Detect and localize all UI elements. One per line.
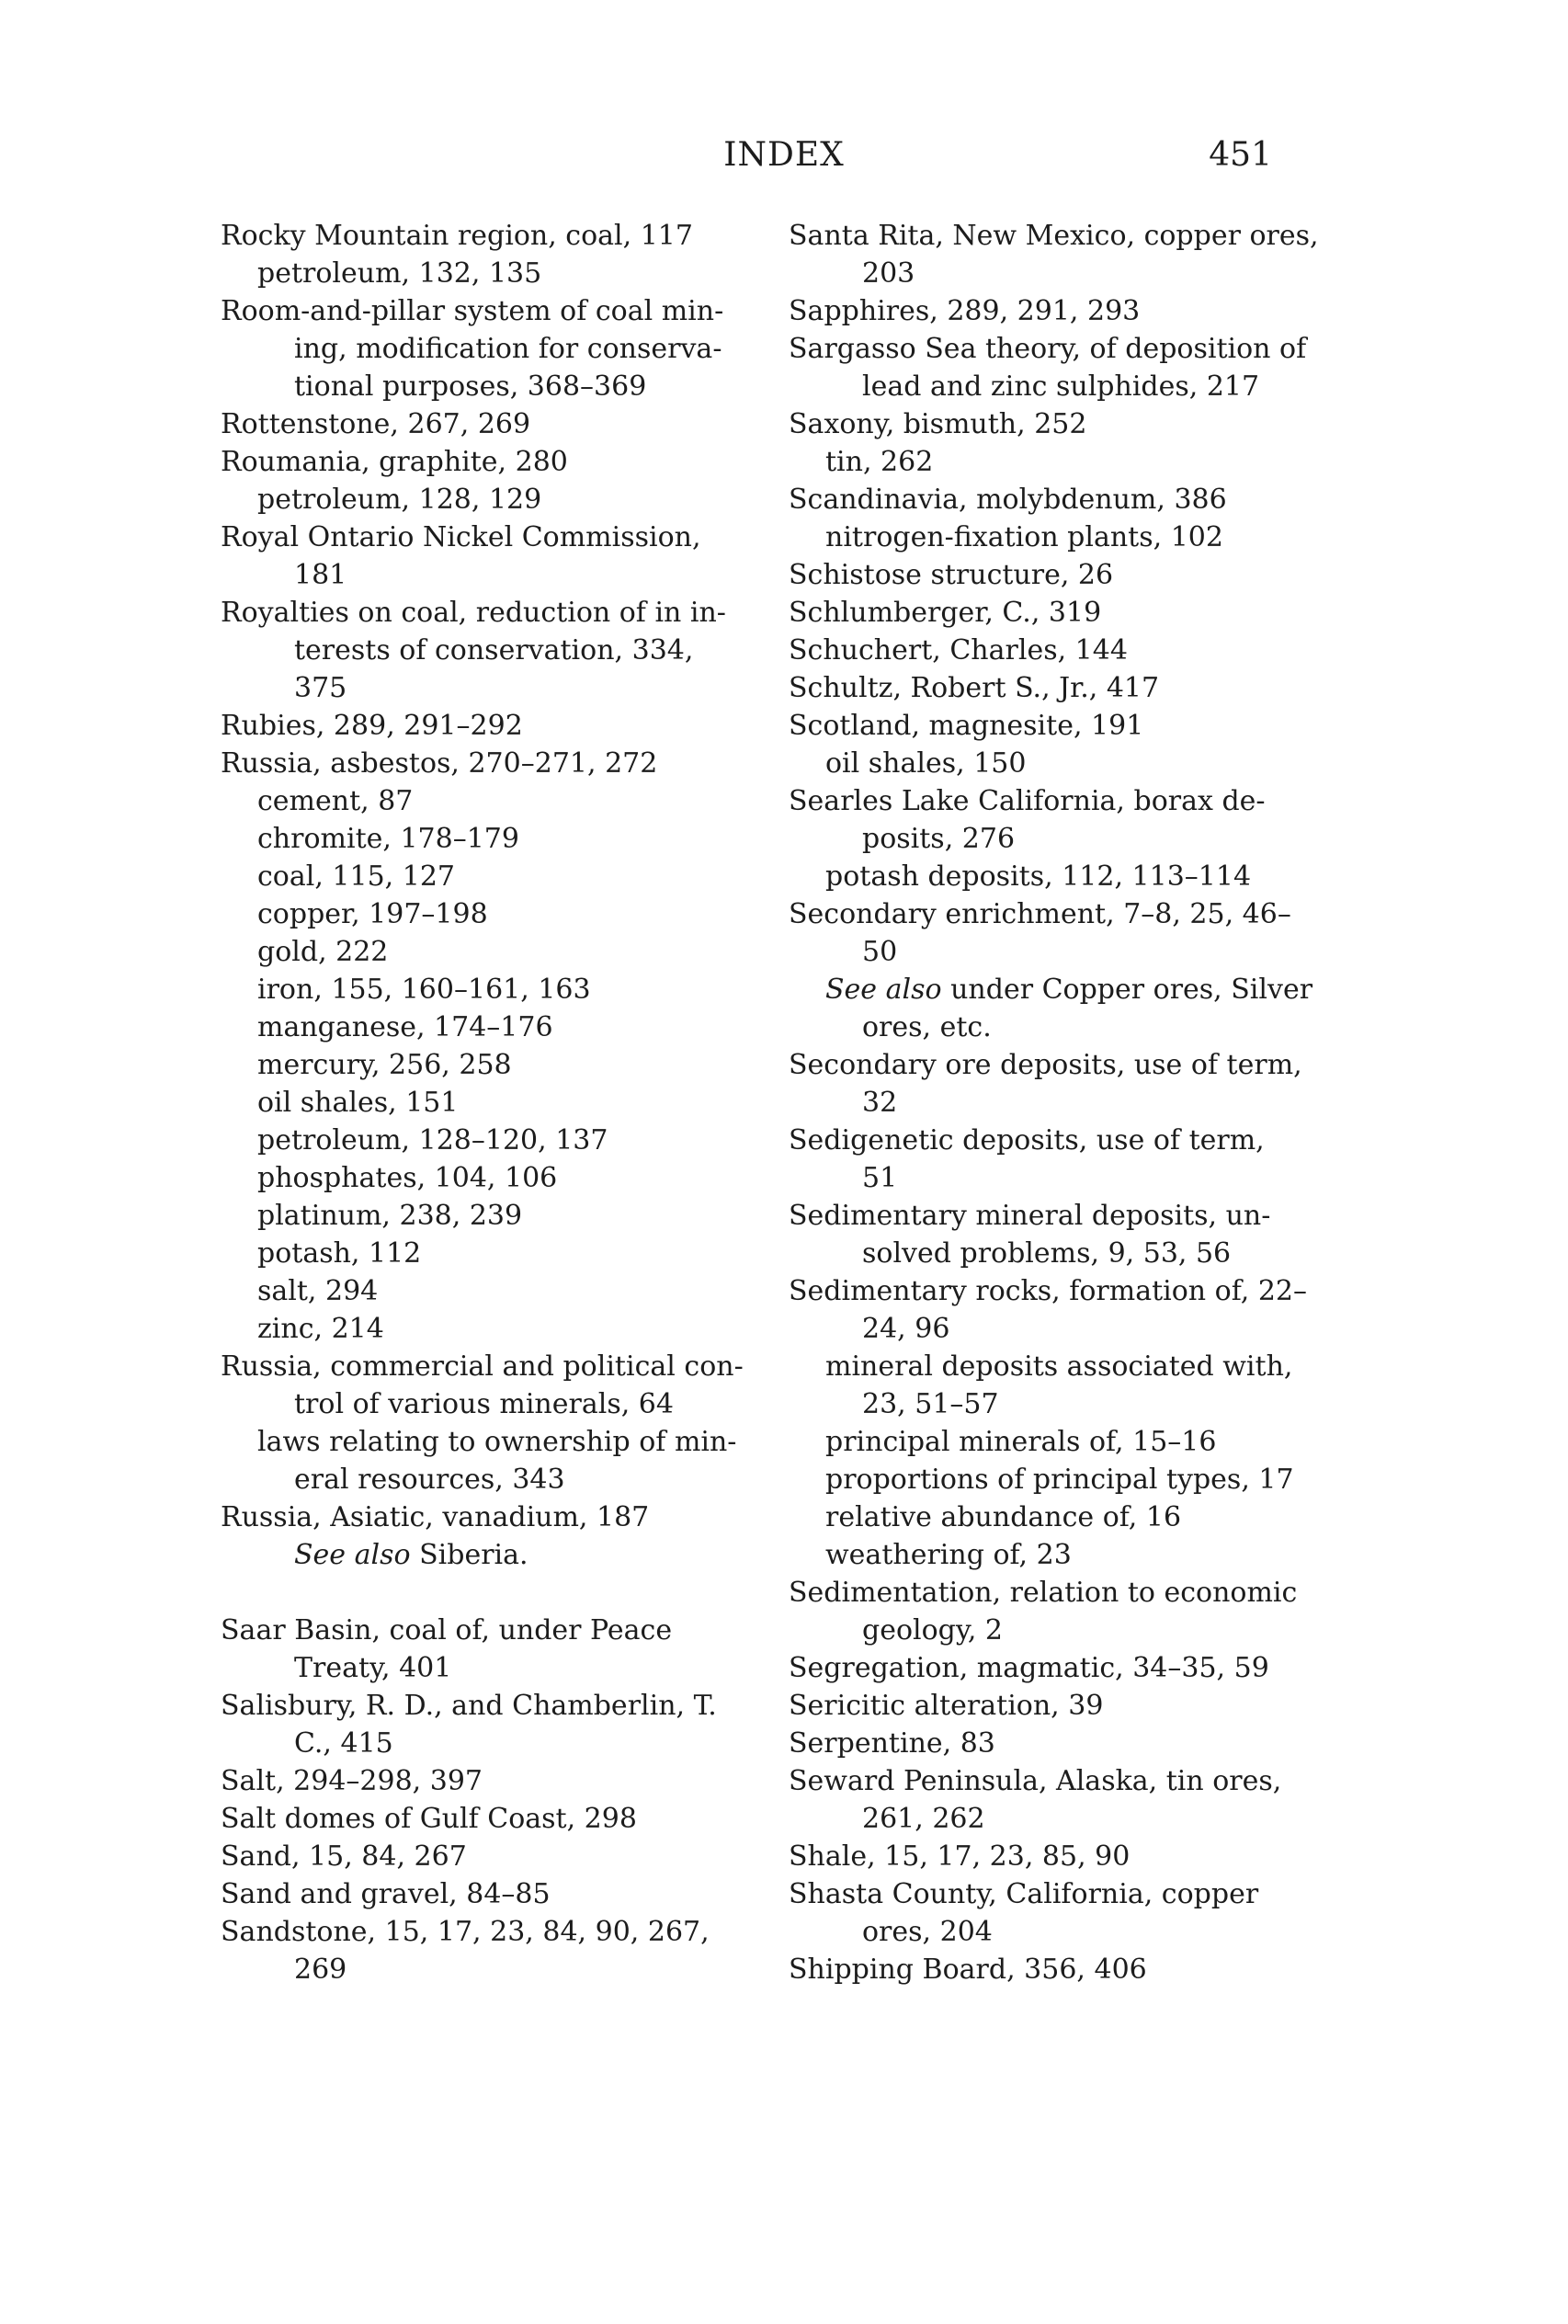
index-entry-continuation: 24, 96 (862, 1313, 950, 1345)
index-entry: Schultz, Robert S., Jr., 417 (789, 672, 1160, 704)
index-entry-continuation: ores, 204 (862, 1916, 993, 1948)
index-subentry: salt, 294 (257, 1275, 379, 1307)
page-title: INDEX (723, 136, 845, 174)
index-entry: Scandinavia, molybdenum, 386 (789, 484, 1227, 516)
index-entry: Schlumberger, C., 319 (789, 597, 1102, 629)
index-column-left (221, 217, 772, 1988)
index-entry: Saxony, bismuth, 252 (789, 408, 1087, 440)
index-entry: Sand and gravel, 84–85 (221, 1878, 551, 1910)
see-also-label: See also (825, 974, 942, 1006)
index-entry-continuation: 23, 51–57 (862, 1388, 999, 1420)
index-subentry: coal, 115, 127 (257, 860, 456, 893)
index-entry: Searles Lake California, borax de- (789, 785, 1266, 817)
index-entry: Sandstone, 15, 17, 23, 84, 90, 267, (221, 1916, 710, 1948)
index-subentry: oil shales, 150 (825, 747, 1027, 780)
index-entry: Salt, 294–298, 397 (221, 1765, 483, 1797)
index-entry-continuation: tional purposes, 368–369 (294, 370, 647, 403)
index-subentry: oil shales, 151 (257, 1087, 459, 1119)
index-entry-continuation: posits, 276 (862, 823, 1016, 855)
index-subentry: iron, 155, 160–161, 163 (257, 974, 591, 1006)
index-entry: Sargasso Sea theory, of deposition of (789, 333, 1307, 365)
index-entry: Sand, 15, 84, 267 (221, 1840, 467, 1873)
index-subentry: chromite, 178–179 (257, 823, 519, 855)
index-entry: Sedigenetic deposits, use of term, (789, 1124, 1265, 1156)
index-entry: Rocky Mountain region, coal, 117 (221, 220, 693, 252)
index-entry-continuation: ores, etc. (862, 1011, 992, 1043)
index-entry: Santa Rita, New Mexico, copper ores, (789, 220, 1319, 252)
index-entry: Seward Peninsula, Alaska, tin ores, (789, 1765, 1282, 1797)
index-entry: Royalties on coal, reduction of in in- (221, 597, 726, 629)
index-entry-continuation: 375 (294, 672, 347, 704)
section-gap (221, 1574, 772, 1612)
index-entry-continuation: 50 (862, 936, 898, 968)
index-subentry: copper, 197–198 (257, 898, 488, 930)
index-subentry: principal minerals of, 15–16 (825, 1426, 1217, 1458)
index-entry-continuation: ing, modification for conserva- (294, 333, 722, 365)
index-entry: Secondary ore deposits, use of term, (789, 1049, 1302, 1081)
index-entry: Salisbury, R. D., and Chamberlin, T. (221, 1690, 717, 1722)
index-entry: Serpentine, 83 (789, 1727, 995, 1760)
index-entry: Russia, Asiatic, vanadium, 187 (221, 1501, 650, 1533)
cross-reference (221, 1536, 772, 1574)
index-entry: Saar Basin, coal of, under Peace (221, 1614, 673, 1646)
index-subentry: platinum, 238, 239 (257, 1200, 523, 1232)
index-entry-continuation: Treaty, 401 (294, 1652, 452, 1684)
index-entry: Schistose structure, 26 (789, 559, 1114, 591)
index-subentry: manganese, 174–176 (257, 1011, 553, 1043)
cross-reference-target: Siberia. (419, 1539, 528, 1571)
index-subentry: laws relating to ownership of min- (257, 1426, 737, 1458)
index-entry: Shipping Board, 356, 406 (789, 1954, 1147, 1986)
index-entry-continuation: 32 (862, 1087, 898, 1119)
index-entry-continuation: terests of conservation, 334, (294, 634, 694, 666)
index-entry: Rottenstone, 267, 269 (221, 408, 531, 440)
index-entry-continuation: geology, 2 (862, 1614, 1004, 1646)
index-entry: Shale, 15, 17, 23, 85, 90 (789, 1840, 1131, 1873)
index-entry: Royal Ontario Nickel Commission, (221, 521, 701, 553)
index-subentry: petroleum, 128–120, 137 (257, 1124, 608, 1156)
index-subentry: potash, 112 (257, 1237, 422, 1270)
index-subentry: cement, 87 (257, 785, 414, 817)
index-entry: Sedimentary mineral deposits, un- (789, 1200, 1271, 1232)
index-entry: Segregation, magmatic, 34–35, 59 (789, 1652, 1269, 1684)
index-entry: Sericitic alteration, 39 (789, 1690, 1104, 1722)
index-subentry: mineral deposits associated with, (825, 1350, 1293, 1383)
index-entry: Salt domes of Gulf Coast, 298 (221, 1803, 637, 1835)
index-entry: Russia, asbestos, 270–271, 272 (221, 747, 658, 780)
index-entry: Roumania, graphite, 280 (221, 446, 568, 478)
index-entry-continuation: lead and zinc sulphides, 217 (862, 370, 1260, 403)
index-entry: Room-and-pillar system of coal min- (221, 295, 724, 327)
cross-reference (789, 971, 1340, 1008)
index-column-right (789, 217, 1340, 1988)
index-entry-continuation: eral resources, 343 (294, 1464, 565, 1496)
index-subentry: gold, 222 (257, 936, 389, 968)
index-subentry: zinc, 214 (257, 1313, 384, 1345)
index-entry: Scotland, magnesite, 191 (789, 710, 1144, 742)
index-subentry: petroleum, 128, 129 (257, 484, 542, 516)
index-entry: Shasta County, California, copper (789, 1878, 1259, 1910)
index-entry: Secondary enrichment, 7–8, 25, 46– (789, 898, 1291, 930)
index-subentry: tin, 262 (825, 446, 934, 478)
index-entry: Sapphires, 289, 291, 293 (789, 295, 1141, 327)
index-entry-continuation: 181 (294, 559, 347, 591)
index-entry-continuation: trol of various minerals, 64 (294, 1388, 674, 1420)
index-subentry: mercury, 256, 258 (257, 1049, 512, 1081)
index-subentry: petroleum, 132, 135 (257, 257, 542, 290)
index-entry-continuation: 269 (294, 1954, 347, 1986)
index-entry-continuation: 51 (862, 1162, 898, 1194)
index-entry-continuation: 261, 262 (862, 1803, 985, 1835)
page-number: 451 (1209, 136, 1272, 174)
index-entry: Sedimentation, relation to economic (789, 1577, 1298, 1609)
index-subentry: relative abundance of, 16 (825, 1501, 1182, 1533)
index-subentry: nitrogen-fixation plants, 102 (825, 521, 1223, 553)
index-entry: Russia, commercial and political con- (221, 1350, 744, 1383)
index-subentry: potash deposits, 112, 113–114 (825, 860, 1252, 893)
index-entry-continuation: C., 415 (294, 1727, 393, 1760)
index-subentry: weathering of, 23 (825, 1539, 1072, 1571)
cross-reference-target: under Copper ores, Silver (950, 974, 1313, 1006)
index-entry-continuation: solved problems, 9, 53, 56 (862, 1237, 1232, 1270)
index-entry-continuation: 203 (862, 257, 915, 290)
index-entry: Rubies, 289, 291–292 (221, 710, 523, 742)
see-also-label: See also (294, 1539, 411, 1571)
index-subentry: proportions of principal types, 17 (825, 1464, 1294, 1496)
index-entry: Schuchert, Charles, 144 (789, 634, 1128, 666)
index-subentry: phosphates, 104, 106 (257, 1162, 558, 1194)
index-entry: Sedimentary rocks, formation of, 22– (789, 1275, 1307, 1307)
